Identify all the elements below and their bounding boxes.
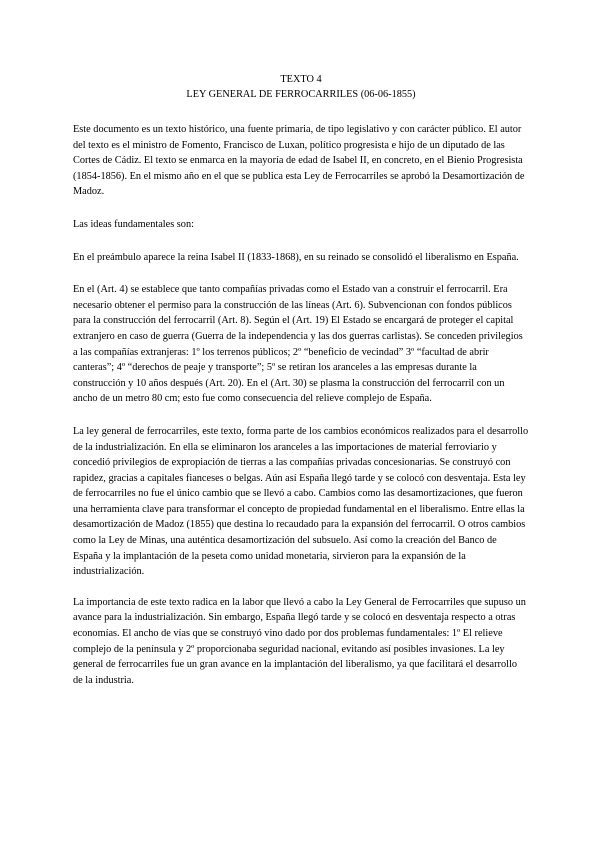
spacer bbox=[73, 407, 529, 424]
paragraph-introduction: Este documento es un texto histórico, una fuente primaria, de tipo legislativo y con carácter público. El autor del texto es el ministro de Fomento, Francisco de Luxan, político progresista e hijo de un diputado de las Cortes de Cádiz. El texto se enmarca en la mayoría de edad de Isabel II, en concreto, en el Bienio Progresista (1854-1856). En el mismo año en el que se publica esta Ley de Ferrocarriles se aprobó la Desamortización de Madoz. bbox=[73, 124, 525, 198]
document-page bbox=[73, 72, 529, 688]
paragraph-preamble: En el preámbulo aparece la reina Isabel II (1833-1868), en su reinado se consolidó el liberalismo en España. bbox=[73, 251, 519, 263]
paragraph-importance: La importancia de este texto radica en la labor que llevó a cabo la Ley General de Ferrocarriles que supuso un avance para la industrialización. Sin embargo, España llegó tarde y se colocó en desventaja respecto a otras economías. El ancho de vías que se construyó vino dado por dos problemas fundamentales: 1º El relieve complejo de la península y 2º proporcionaba seguridad nacional, evitando así posibles invasiones. La ley general de ferrocarriles fue un gran avance en la implantación del liberalismo, ya que facilitará el desarrollo de la industria. bbox=[73, 596, 526, 686]
document-title: LEY GENERAL DE FERROCARRILES (06-06-1855) bbox=[186, 89, 416, 100]
paragraph-context: La ley general de ferrocarriles, este texto, forma parte de los cambios económicos realizados para el desarrollo de la industrialización. En ella se eliminaron los aranceles a las importaciones de material ferroviario y concedió privilegios de expropiación de tierras a las compañías privadas concesionarias. Se construyó con rapidez, gracias a capitales fianceses o belgas. Aún así España llegó tarde y se colocó con desventaja. Esta ley de ferrocarriles no fue el único cambio que se llevó a cabo. Cambios como las desamortizaciones, que fueron una herramienta clave para transformar el concepto de propiedad fundamental en el liberalismo. Entre ellas la desamortización de Madoz (1855) que destina lo recaudado para la expansión del ferrocarril. O otros cambios como la Ley de Minas, una auténtica desamortización del subsuelo. Así como la creación del Banco de España y la implantación de la peseta como unidad monetaria, sirvieron para la expansión de la industrialización. bbox=[73, 425, 529, 578]
spacer bbox=[73, 233, 529, 250]
paragraph-articles: En el (Art. 4) se establece que tanto compañías privadas como el Estado van a construir el ferrocarril. Era necesario obtener el permiso para la construcción de las líneas (Art. 6). Subvencionan con fondos públicos para la construcción del ferrocarril (Art. 8). Según el (Art. 19) El Estado se encargará de proteger el capital extranjero en caso de guerra (Guerra de la independencia y las dos guerras carlistas). Se conceden privilegios a las compañías extranjeras: 1º los terrenos públicos; 2º “beneficio de vecindad” 3º “facultad de abrir canteras”; 4º “derechos de peaje y transporte”; 5º se retiran los aranceles a las empresas durante la construcción y 10 años después (Art. 20). En el (Art. 30) se plasma la construcción del ferrocarril con un ancho de un metro 80 cm; esto fue como consecuencia del relieve complejo de España. bbox=[73, 284, 523, 405]
paragraph-ideas-heading: Las ideas fundamentales son: bbox=[73, 218, 194, 230]
spacer bbox=[73, 580, 529, 595]
spacer bbox=[73, 265, 529, 282]
spacer bbox=[73, 200, 529, 217]
document-title-number: TEXTO 4 bbox=[280, 74, 322, 85]
spacer bbox=[73, 102, 529, 122]
